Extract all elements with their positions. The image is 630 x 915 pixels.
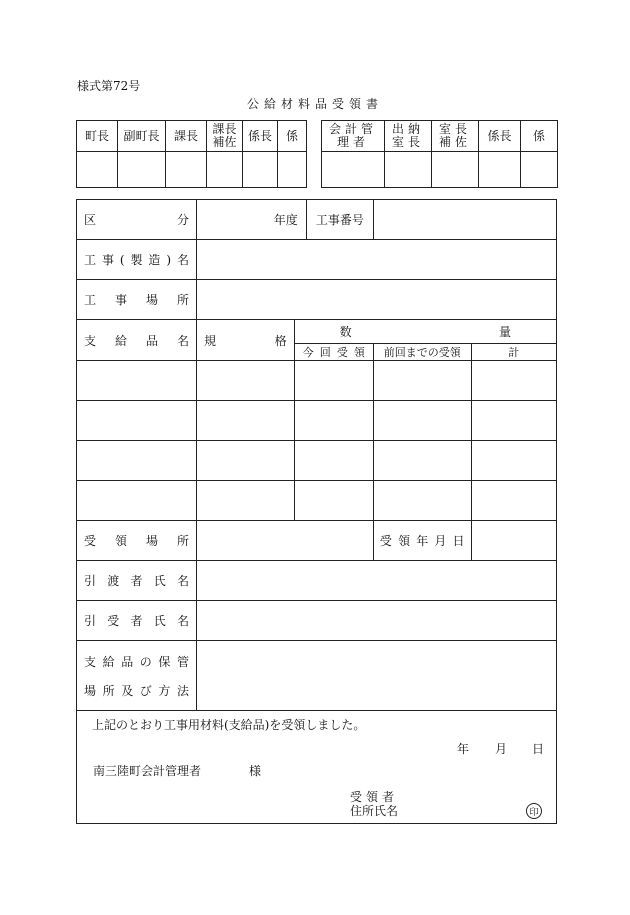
stamp-box[interactable] <box>322 152 385 188</box>
hokan-field[interactable] <box>196 641 556 711</box>
label-char: 規 <box>203 333 216 348</box>
address-name-label: 住所氏名 <box>350 804 399 818</box>
label-char: 名 <box>176 614 189 628</box>
stamp-box[interactable] <box>432 152 479 188</box>
item-spec-field[interactable] <box>196 481 294 521</box>
approval-head-kakaricho: 係長 <box>479 121 521 152</box>
koji-basho-field[interactable] <box>196 280 556 320</box>
item-zenkai-field[interactable] <box>373 361 471 401</box>
approval-head-kakari: 係 <box>278 121 307 152</box>
label-hikiwatashi <box>77 561 197 601</box>
label-char: 製 <box>130 253 143 267</box>
label-kei: 計 <box>471 344 556 361</box>
label-char: 今 <box>302 346 314 359</box>
item-spec-field[interactable] <box>196 441 294 481</box>
approval-head-suito-shitsucho: 出納室長 <box>385 121 432 152</box>
approval-table-right <box>321 120 558 188</box>
label-kubun <box>77 200 197 240</box>
addressee: 南三陸町会計管理者 <box>93 764 202 778</box>
approval-head-chocho: 町長 <box>77 121 118 152</box>
label-char: 受 <box>107 614 120 628</box>
label-char: 領 <box>114 534 127 548</box>
item-name-field[interactable] <box>77 441 197 481</box>
label-char: 場 <box>84 683 97 698</box>
label-char: 方 <box>158 683 171 698</box>
koji-bango-field[interactable] <box>373 200 556 240</box>
item-kei-field[interactable] <box>471 361 556 401</box>
label-char: 所 <box>176 534 189 548</box>
label-hikiuke <box>77 601 197 641</box>
receipt-form-table <box>76 199 557 711</box>
label-char: 氏 <box>153 614 166 628</box>
label-char: 受 <box>84 534 97 548</box>
item-konkai-field[interactable] <box>294 481 373 521</box>
label-char: 品 <box>121 654 134 669</box>
label-char: 給 <box>114 333 127 348</box>
approval-head-kakari: 係 <box>521 121 558 152</box>
stamp-box[interactable] <box>385 152 432 188</box>
label-char: 引 <box>84 614 97 628</box>
label-suryo <box>294 320 556 344</box>
seal-icon: 印 <box>526 803 542 819</box>
statement-text: 上記のとおり工事用材料(支給品)を受領しました。 <box>92 718 366 732</box>
item-kei-field[interactable] <box>471 481 556 521</box>
item-name-field[interactable] <box>77 401 197 441</box>
stamp-box[interactable] <box>521 152 558 188</box>
label-char: 品 <box>145 333 158 348</box>
label-char: 分 <box>176 213 189 227</box>
item-zenkai-field[interactable] <box>373 401 471 441</box>
label-koji-bango: 工事番号 <box>306 200 373 240</box>
form-title: 公給材料品受領書 <box>246 97 383 111</box>
label-shikyuhin-mei <box>77 320 197 361</box>
stamp-box[interactable] <box>77 152 118 188</box>
item-konkai-field[interactable] <box>294 441 373 481</box>
approval-head-kacho: 課長 <box>166 121 207 152</box>
label-char: ) <box>166 252 172 267</box>
label-char: 数 <box>339 325 352 339</box>
koji-mei-field[interactable] <box>196 240 556 280</box>
label-char: 及 <box>121 683 134 698</box>
item-konkai-field[interactable] <box>294 401 373 441</box>
label-zenkai-juryo: 前回までの受領 <box>373 344 471 361</box>
label-char: 受 <box>336 346 348 359</box>
label-char: 造 <box>148 253 161 267</box>
stamp-box[interactable] <box>166 152 207 188</box>
table-row <box>77 401 557 441</box>
label-kikaku <box>196 320 294 361</box>
item-name-field[interactable] <box>77 361 197 401</box>
label-koji-mei <box>77 240 197 280</box>
statement-date-day: 日 <box>532 742 545 756</box>
approval-head-kaikei-kanrisha: 会計管理者 <box>322 121 385 152</box>
stamp-box[interactable] <box>118 152 166 188</box>
item-konkai-field[interactable] <box>294 361 373 401</box>
hikiuke-field[interactable] <box>196 601 556 641</box>
label-char: 名 <box>176 574 189 588</box>
item-zenkai-field[interactable] <box>373 481 471 521</box>
nendo-cell[interactable] <box>196 200 306 240</box>
label-char: 渡 <box>107 574 120 588</box>
label-nendo: 年度 <box>273 213 298 227</box>
label-konkai-juryo <box>294 344 373 361</box>
label-char: 所 <box>176 293 189 307</box>
hikiwatashi-field[interactable] <box>196 561 556 601</box>
label-koji-basho <box>77 280 197 320</box>
label-char: 格 <box>274 333 287 348</box>
label-char: 給 <box>102 654 115 669</box>
label-char: 氏 <box>153 574 166 588</box>
label-char: 保 <box>158 654 171 669</box>
item-name-field[interactable] <box>77 481 197 521</box>
stamp-box[interactable] <box>243 152 278 188</box>
item-kei-field[interactable] <box>471 401 556 441</box>
label-juryo-basho <box>77 521 197 561</box>
item-spec-field[interactable] <box>196 401 294 441</box>
label-char: 支 <box>84 654 97 669</box>
label-char: び <box>139 683 152 698</box>
label-char: 回 <box>319 346 331 359</box>
approval-table-left <box>76 120 307 188</box>
approval-head-fukuchocho: 副町長 <box>118 121 166 152</box>
item-spec-field[interactable] <box>196 361 294 401</box>
label-char: 月 <box>434 534 447 548</box>
approval-head-shitsucho-hosa: 室長補佐 <box>432 121 479 152</box>
form-number: 様式第72号 <box>77 79 141 93</box>
table-row <box>77 441 557 481</box>
label-char: 事 <box>101 253 114 267</box>
juryo-ymd-field[interactable] <box>471 521 556 561</box>
label-char: 量 <box>498 325 511 339</box>
stamp-box[interactable] <box>479 152 521 188</box>
label-char: 領 <box>398 534 411 548</box>
label-char: 管 <box>176 654 189 669</box>
label-char: 事 <box>114 293 127 307</box>
approval-head-kakaricho: 係長 <box>243 121 278 152</box>
approval-head-kacho-hosa: 課長補佐 <box>207 121 243 152</box>
statement-date-year: 年 <box>457 742 470 756</box>
label-char: 支 <box>84 333 97 348</box>
label-char: 名 <box>176 253 189 267</box>
label-char: 受 <box>379 534 392 548</box>
addressee-sama: 様 <box>249 764 262 778</box>
statement-date-month: 月 <box>495 742 508 756</box>
label-char: 工 <box>84 293 97 307</box>
label-char: 者 <box>130 574 143 588</box>
label-char: 所 <box>102 683 115 698</box>
label-char: 領 <box>353 346 365 359</box>
label-hokan <box>77 641 197 711</box>
label-char: 日 <box>452 534 465 548</box>
label-char: の <box>139 654 152 669</box>
item-zenkai-field[interactable] <box>373 441 471 481</box>
table-row <box>77 481 557 521</box>
label-char: ( <box>119 252 125 267</box>
label-char: 引 <box>84 574 97 588</box>
item-kei-field[interactable] <box>471 441 556 481</box>
stamp-box[interactable] <box>278 152 307 188</box>
label-char: 法 <box>176 683 189 698</box>
label-char: 名 <box>176 333 189 348</box>
receiver-label: 受領者 <box>350 790 399 804</box>
footer-statement-box <box>76 710 557 824</box>
label-char: 場 <box>145 534 158 548</box>
table-row <box>77 361 557 401</box>
label-char: 工 <box>84 253 97 267</box>
label-juryo-ymd <box>373 521 471 561</box>
stamp-box[interactable] <box>207 152 243 188</box>
label-char: 区 <box>84 213 97 227</box>
juryo-basho-field[interactable] <box>196 521 373 561</box>
label-char: 年 <box>416 534 429 548</box>
label-char: 場 <box>145 293 158 307</box>
label-char: 者 <box>130 614 143 628</box>
